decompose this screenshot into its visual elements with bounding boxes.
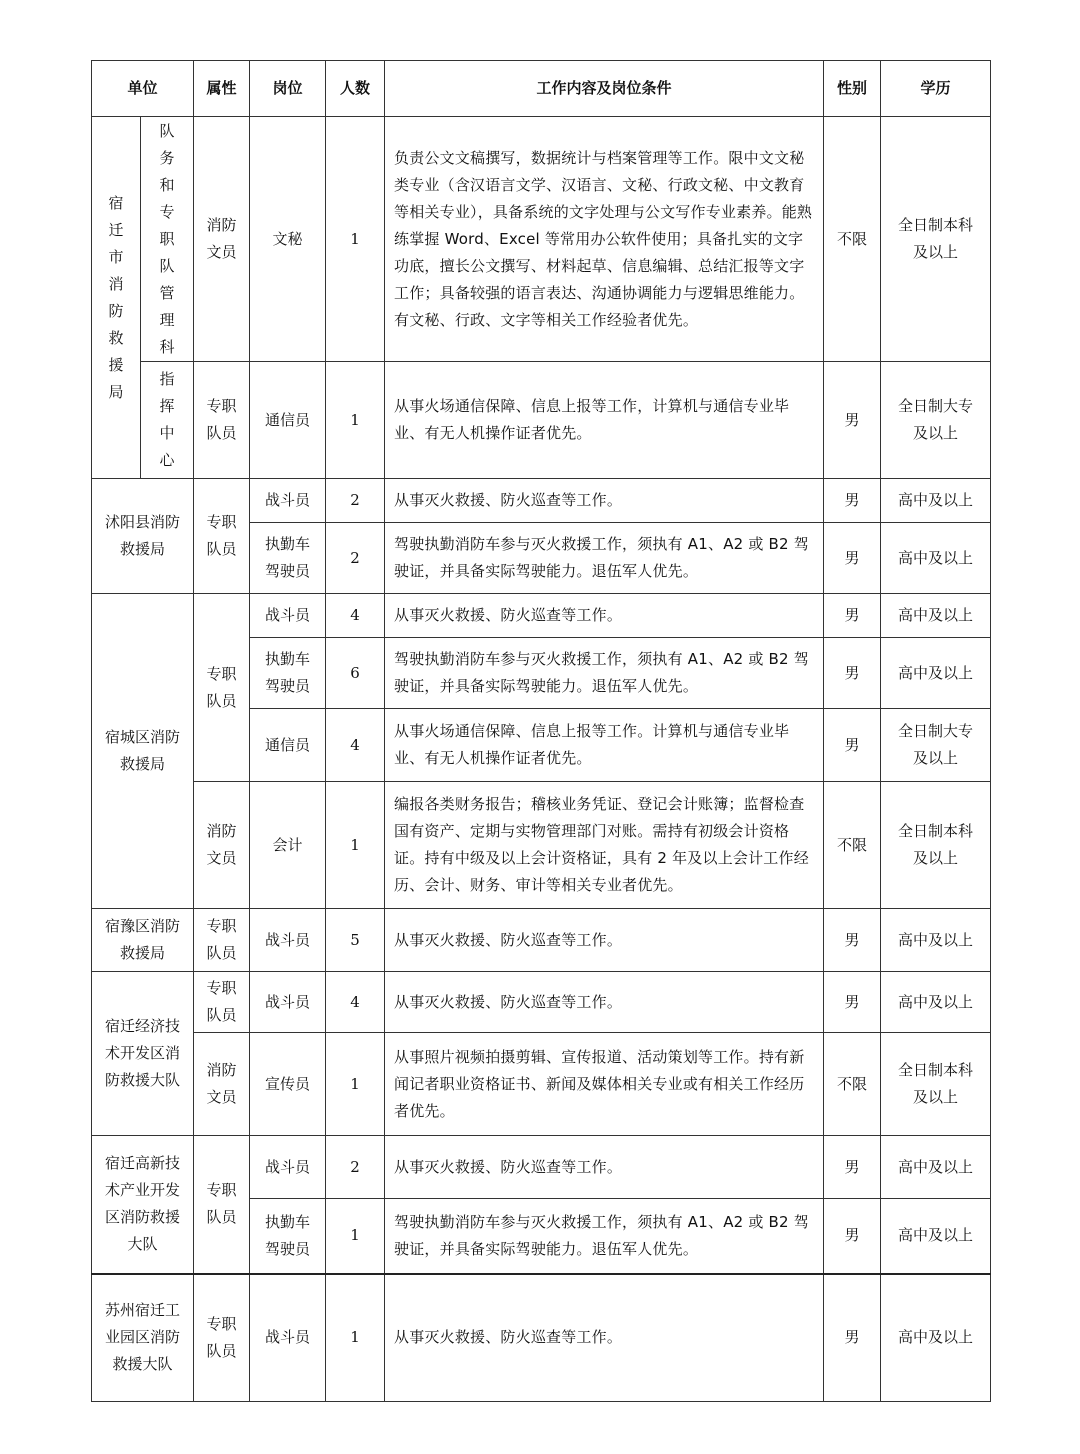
unit-cell: 宿迁市消防救援局: [92, 117, 141, 479]
table-row: [92, 1136, 991, 1199]
count-cell: 2: [326, 1136, 385, 1199]
post-cell: 通信员: [250, 709, 326, 782]
gender-cell: 男: [824, 362, 881, 479]
desc-cell: 从事火场通信保障、信息上报等工作，计算机与通信专业毕业、有无人机操作证者优先。: [385, 362, 824, 479]
post-cell: 战斗员: [250, 594, 326, 638]
subunit-cell: 队务和专职队管理科: [141, 117, 194, 362]
table-row: [92, 117, 991, 362]
desc-cell: 从事灭火救援、防火巡查等工作。: [385, 1136, 824, 1199]
gender-cell: 男: [824, 1136, 881, 1199]
subunit-cell: 指挥中心: [141, 362, 194, 479]
gender-cell: 男: [824, 1199, 881, 1274]
post-cell: 执勤车驾驶员: [250, 638, 326, 709]
edu-cell: 高中及以上: [881, 972, 991, 1033]
gender-cell: 男: [824, 638, 881, 709]
header-count: 人数: [326, 61, 385, 117]
table-row: [92, 594, 991, 638]
desc-cell: 从事照片视频拍摄剪辑、宣传报道、活动策划等工作。持有新闻记者职业资格证书、新闻及媒体相关专业或有相关工作经历者优先。: [385, 1033, 824, 1136]
table-row: [92, 1033, 991, 1136]
post-cell: 宣传员: [250, 1033, 326, 1136]
count-cell: 6: [326, 638, 385, 709]
desc-cell: 驾驶执勤消防车参与灭火救援工作，须执有 A1、A2 或 B2 驾驶证，并具备实际驾驶能力。退伍军人优先。: [385, 1199, 824, 1274]
count-cell: 1: [326, 117, 385, 362]
post-cell: 战斗员: [250, 479, 326, 523]
post-cell: 战斗员: [250, 972, 326, 1033]
attr-cell: 消防文员: [194, 117, 250, 362]
count-cell: 4: [326, 709, 385, 782]
count-cell: 1: [326, 1274, 385, 1402]
edu-cell: 全日制本科及以上: [881, 117, 991, 362]
count-cell: 1: [326, 362, 385, 479]
edu-cell: 高中及以上: [881, 638, 991, 709]
desc-cell: 负责公文文稿撰写，数据统计与档案管理等工作。限中文文秘类专业（含汉语言文学、汉语言、文秘、行政文秘、中文教育等相关专业），具备系统的文字处理与公文写作专业素养。能熟练掌握 Word、Excel 等常用办公软件使用；具备扎实的文字功底，擅长公文撰写、材料起草、信息编辑、总结汇报等文字工作；具备较强的语言表达、沟通协调能力与逻辑思维能力。有文秘、行政、文字等相关工作经验者优先。: [385, 117, 824, 362]
edu-cell: 全日制本科及以上: [881, 1033, 991, 1136]
header-post: 岗位: [250, 61, 326, 117]
table-row: [92, 782, 991, 909]
header-unit: 单位: [92, 61, 194, 117]
gender-cell: 男: [824, 972, 881, 1033]
edu-cell: 高中及以上: [881, 1199, 991, 1274]
table-row: [92, 362, 991, 479]
edu-cell: 高中及以上: [881, 909, 991, 972]
count-cell: 1: [326, 1033, 385, 1136]
count-cell: 2: [326, 523, 385, 594]
attr-cell: 专职队员: [194, 972, 250, 1033]
post-cell: 会计: [250, 782, 326, 909]
table-row: [92, 479, 991, 523]
unit-cell: 宿迁经济技术开发区消防救援大队: [92, 972, 194, 1136]
table-row: [92, 909, 991, 972]
count-cell: 2: [326, 479, 385, 523]
post-cell: 执勤车驾驶员: [250, 1199, 326, 1274]
unit-cell: 沭阳县消防救援局: [92, 479, 194, 594]
attr-cell: 消防文员: [194, 1033, 250, 1136]
unit-cell: 苏州宿迁工业园区消防救援大队: [92, 1274, 194, 1402]
header-attr: 属性: [194, 61, 250, 117]
header-row: [92, 61, 991, 117]
edu-cell: 高中及以上: [881, 479, 991, 523]
desc-cell: 从事灭火救援、防火巡查等工作。: [385, 479, 824, 523]
desc-cell: 从事灭火救援、防火巡查等工作。: [385, 1274, 824, 1402]
attr-cell: 专职队员: [194, 479, 250, 594]
gender-cell: 男: [824, 909, 881, 972]
gender-cell: 不限: [824, 117, 881, 362]
desc-cell: 驾驶执勤消防车参与灭火救援工作，须执有 A1、A2 或 B2 驾驶证，并具备实际驾驶能力。退伍军人优先。: [385, 638, 824, 709]
table-row: [92, 1274, 991, 1402]
post-cell: 战斗员: [250, 1136, 326, 1199]
count-cell: 5: [326, 909, 385, 972]
attr-cell: 专职队员: [194, 909, 250, 972]
gender-cell: 男: [824, 523, 881, 594]
count-cell: 1: [326, 1199, 385, 1274]
edu-cell: 全日制本科及以上: [881, 782, 991, 909]
edu-cell: 高中及以上: [881, 594, 991, 638]
count-cell: 1: [326, 782, 385, 909]
desc-cell: 从事火场通信保障、信息上报等工作。计算机与通信专业毕业、有无人机操作证者优先。: [385, 709, 824, 782]
post-cell: 战斗员: [250, 1274, 326, 1402]
gender-cell: 男: [824, 709, 881, 782]
attr-cell: 专职队员: [194, 362, 250, 479]
table-row: [92, 972, 991, 1033]
post-cell: 战斗员: [250, 909, 326, 972]
gender-cell: 男: [824, 594, 881, 638]
edu-cell: 高中及以上: [881, 523, 991, 594]
gender-cell: 不限: [824, 1033, 881, 1136]
desc-cell: 从事灭火救援、防火巡查等工作。: [385, 909, 824, 972]
recruitment-table: [91, 60, 991, 1402]
gender-cell: 男: [824, 479, 881, 523]
post-cell: 文秘: [250, 117, 326, 362]
desc-cell: 从事灭火救援、防火巡查等工作。: [385, 972, 824, 1033]
edu-cell: 全日制大专及以上: [881, 709, 991, 782]
gender-cell: 不限: [824, 782, 881, 909]
header-desc: 工作内容及岗位条件: [385, 61, 824, 117]
desc-cell: 编报各类财务报告；稽核业务凭证、登记会计账簿；监督检查国有资产、定期与实物管理部门对账。需持有初级会计资格证。持有中级及以上会计资格证，具有 2 年及以上会计工作经历、会计、财务、审计等相关专业者优先。: [385, 782, 824, 909]
edu-cell: 高中及以上: [881, 1136, 991, 1199]
attr-cell: 专职队员: [194, 594, 250, 782]
header-gender: 性别: [824, 61, 881, 117]
attr-cell: 专职队员: [194, 1136, 250, 1274]
count-cell: 4: [326, 972, 385, 1033]
desc-cell: 驾驶执勤消防车参与灭火救援工作，须执有 A1、A2 或 B2 驾驶证，并具备实际驾驶能力。退伍军人优先。: [385, 523, 824, 594]
attr-cell: 专职队员: [194, 1274, 250, 1402]
unit-cell: 宿豫区消防救援局: [92, 909, 194, 972]
desc-cell: 从事灭火救援、防火巡查等工作。: [385, 594, 824, 638]
edu-cell: 全日制大专及以上: [881, 362, 991, 479]
attr-cell: 消防文员: [194, 782, 250, 909]
unit-cell: 宿城区消防救援局: [92, 594, 194, 909]
gender-cell: 男: [824, 1274, 881, 1402]
post-cell: 执勤车驾驶员: [250, 523, 326, 594]
count-cell: 4: [326, 594, 385, 638]
post-cell: 通信员: [250, 362, 326, 479]
header-edu: 学历: [881, 61, 991, 117]
unit-cell: 宿迁高新技术产业开发区消防救援大队: [92, 1136, 194, 1274]
edu-cell: 高中及以上: [881, 1274, 991, 1402]
